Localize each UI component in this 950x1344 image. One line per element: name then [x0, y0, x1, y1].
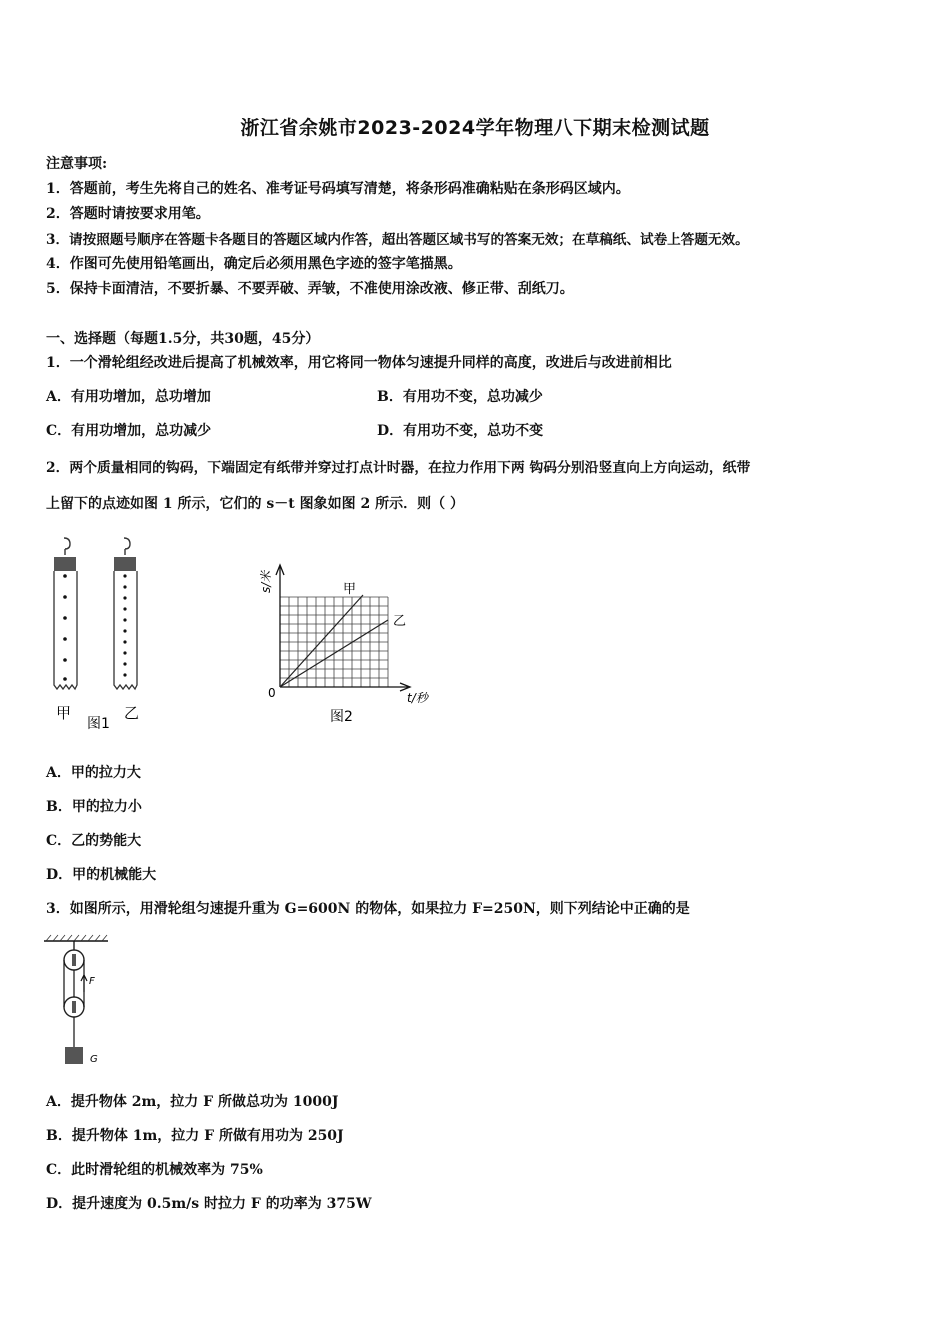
weight-label: G [90, 1054, 98, 1065]
q1-option-c: C．有用功增加，总功减少 [46, 423, 212, 439]
y-axis-label: s/米 [259, 570, 273, 593]
tape-dots-left [63, 574, 67, 681]
weight-block [65, 1047, 83, 1064]
q2-stem-line1: 2．两个质量相同的钩码，下端固定有纸带并穿过打点计时器，在拉力作用下两 钩码分别沿竖直向上方向运动，纸带 [46, 460, 751, 476]
q3-option-b: B．提升物体 1m，拉力 F 所做有用功为 250J [46, 1128, 344, 1144]
ceiling-hatch [46, 935, 107, 941]
notice-item-2: 2．答题时请按要求用笔。 [46, 206, 210, 222]
origin-label: 0 [268, 686, 276, 700]
q2-option-a: A．甲的拉力大 [46, 765, 141, 781]
q3-option-a: A．提升物体 2m，拉力 F 所做总功为 1000J [46, 1094, 339, 1110]
tape-left [54, 571, 77, 689]
q1-option-b: B．有用功不变，总功减少 [377, 389, 543, 405]
section-heading: 一、选择题（每题1.5分，共30题，45分） [46, 331, 320, 347]
notice-item-4: 4．作图可先使用铅笔画出，确定后必须用黑色字迹的签字笔描黑。 [46, 256, 462, 272]
q1-option-d: D．有用功不变，总功不变 [377, 423, 544, 439]
q1-stem: 1．一个滑轮组经改进后提高了机械效率，用它将同一物体匀速提升同样的高度，改进后与改进前相比 [46, 355, 672, 371]
q2-option-b: B．甲的拉力小 [46, 799, 142, 815]
q3-option-d: D．提升速度为 0.5m/s 时拉力 F 的功率为 375W [46, 1196, 372, 1212]
tape-dots-right [123, 574, 126, 676]
tape-label-left: 甲 [56, 704, 72, 722]
hook-icon [124, 538, 130, 555]
force-label: F [89, 976, 95, 987]
q2-option-c: C．乙的势能大 [46, 833, 142, 849]
q3-option-c: C．此时滑轮组的机械效率为 75% [46, 1162, 263, 1178]
q3-stem: 3．如图所示，用滑轮组匀速提升重为 G=600N 的物体，如果拉力 F=250N，则下列结论中正确的是 [46, 901, 690, 917]
x-axis-label: t/秒 [407, 691, 428, 705]
line-jia [280, 595, 363, 687]
q2-stem-line2: 上留下的点迹如图 1 所示，它们的 s－t 图象如图 2 所示．则（ ） [46, 496, 464, 512]
graph-grid [280, 597, 388, 687]
q2-figure-2 [250, 555, 450, 735]
hook-icon [64, 538, 70, 555]
notice-item-3: 3．请按照题号顺序在答题卡各题目的答题区域内作答，超出答题区域书写的答案无效；在草稿纸、试卷上答题无效。 [46, 232, 749, 248]
notice-item-5: 5．保持卡面清洁，不要折暴、不要弄破、弄皱，不准使用涂改液、修正带、刮纸刀。 [46, 281, 574, 297]
figure-2-caption: 图2 [330, 709, 353, 725]
q1-option-a: A．有用功增加，总功增加 [46, 389, 211, 405]
line-label-jia: 甲 [343, 582, 357, 597]
tape-label-right: 乙 [124, 704, 140, 722]
q2-option-d: D．甲的机械能大 [46, 867, 157, 883]
page-title: 浙江省余姚市2023-2024学年物理八下期末检测试题 [240, 117, 710, 139]
figure-1-caption: 图1 [87, 716, 110, 732]
line-label-yi: 乙 [393, 614, 407, 629]
q3-pulley-figure [40, 932, 120, 1072]
notice-item-1: 1．答题前，考生先将自己的姓名、准考证号码填写清楚，将条形码准确粘贴在条形码区域内。 [46, 181, 630, 197]
notice-heading: 注意事项: [46, 156, 108, 172]
q2-figure-1 [40, 535, 150, 735]
weight-right [114, 557, 136, 571]
weight-left [54, 557, 76, 571]
